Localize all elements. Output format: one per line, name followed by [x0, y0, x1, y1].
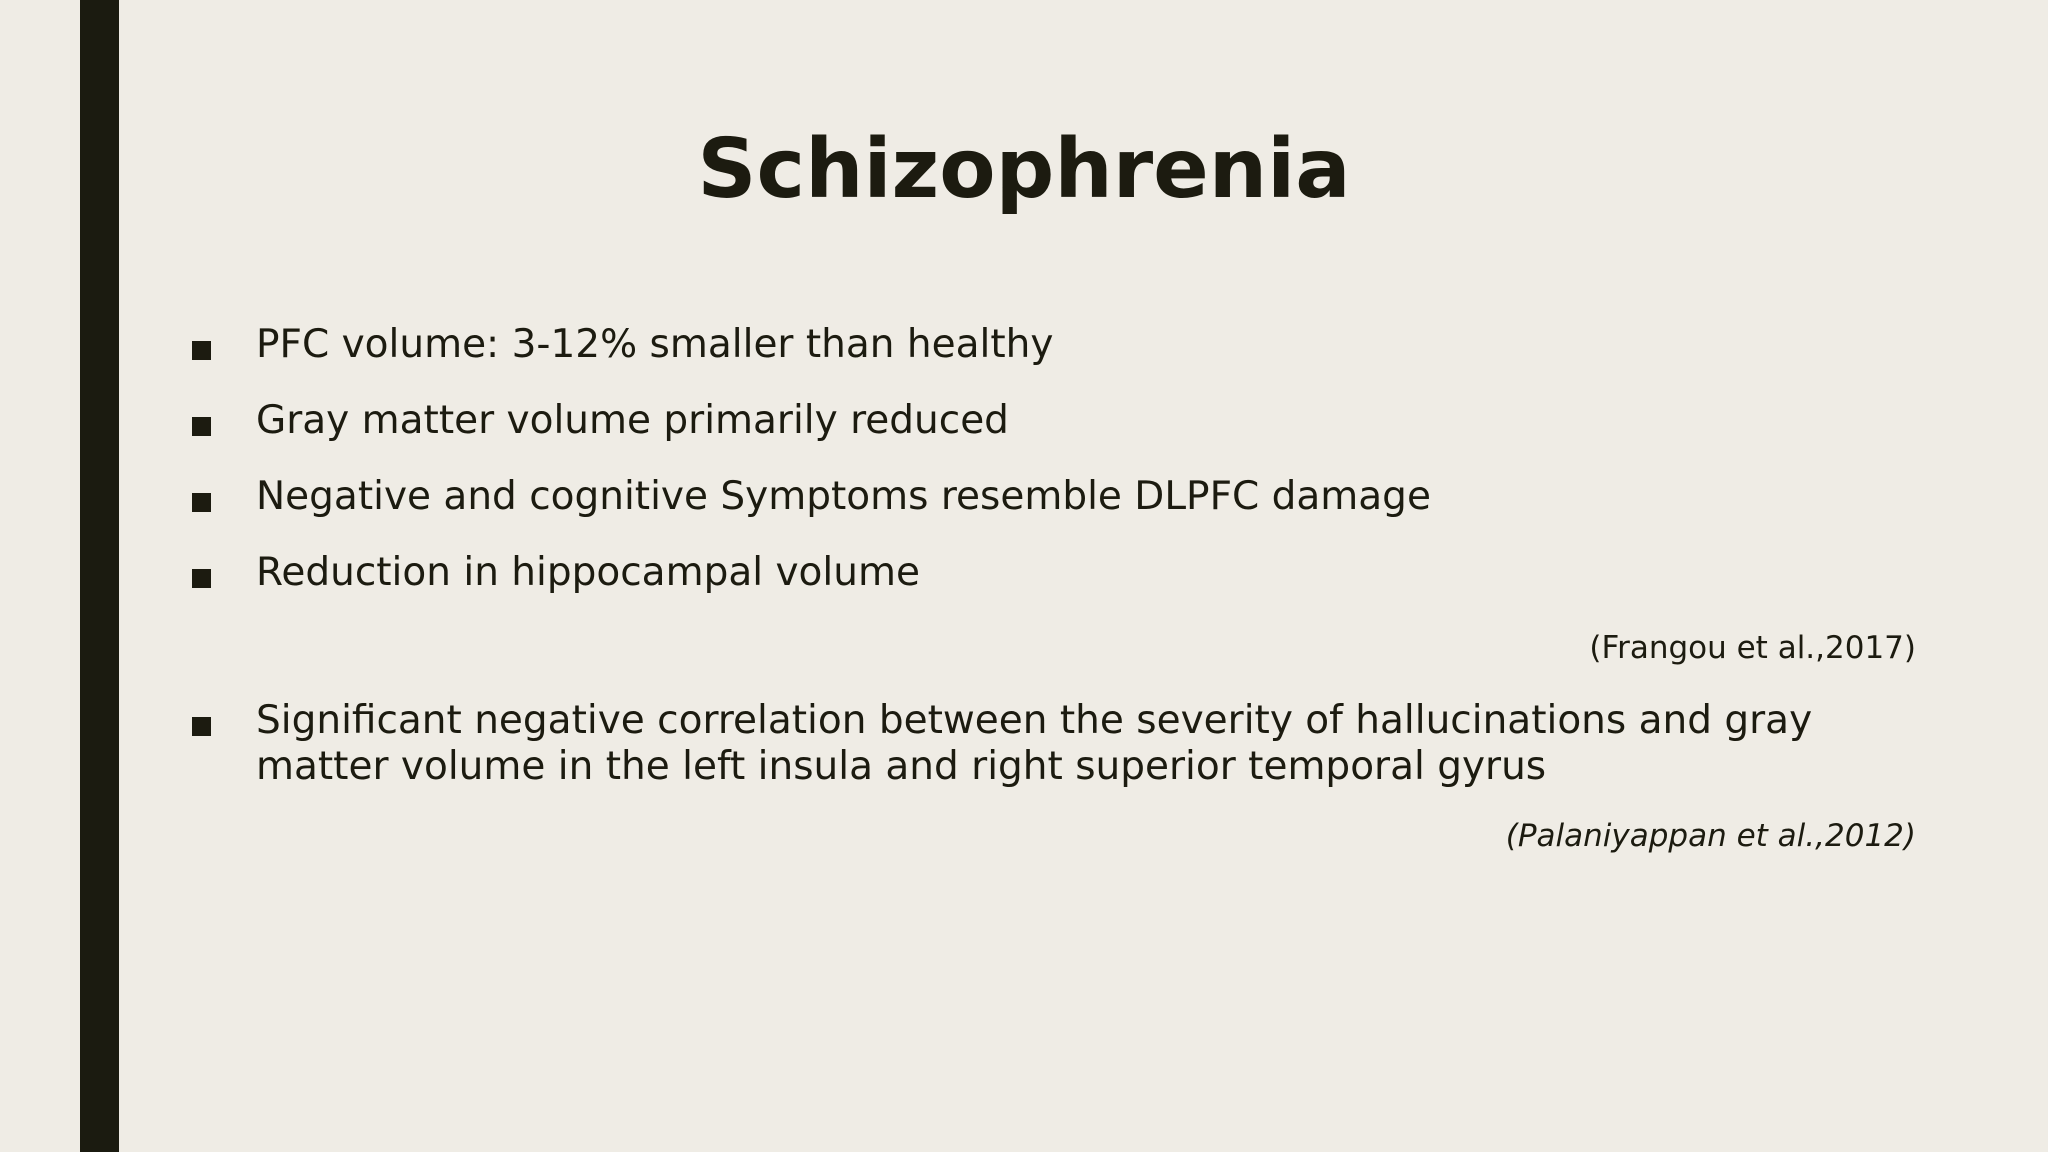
square-bullet-icon [192, 569, 211, 588]
list-item [190, 474, 1930, 520]
list-item [190, 698, 1896, 790]
square-bullet-icon [192, 341, 211, 360]
bullet-list-2 [190, 698, 1930, 820]
square-bullet-icon [192, 717, 211, 736]
bullet-text: Gray matter volume primarily reduced [256, 398, 1009, 443]
bullet-text: Negative and cognitive Symptoms resemble DLPFC damage [256, 474, 1431, 519]
citation-palaniyappan: (Palaniyappan et al.,2012) [1505, 818, 1916, 854]
list-item [190, 322, 1930, 368]
bullet-text: Reduction in hippocampal volume [256, 550, 920, 595]
bullet-text: Significant negative correlation between the severity of hallucinations and gray matter volume in the left insula and right superior temporal gyrus [256, 698, 1813, 789]
square-bullet-icon [192, 417, 211, 436]
bullet-text: PFC volume: 3-12% smaller than healthy [256, 322, 1054, 367]
list-item [190, 398, 1930, 444]
square-bullet-icon [192, 493, 211, 512]
citation-frangou: (Frangou et al.,2017) [1589, 630, 1916, 666]
slide-title: Schizophrenia [697, 122, 1351, 217]
bullet-list [190, 322, 1930, 626]
list-item [190, 550, 1930, 596]
